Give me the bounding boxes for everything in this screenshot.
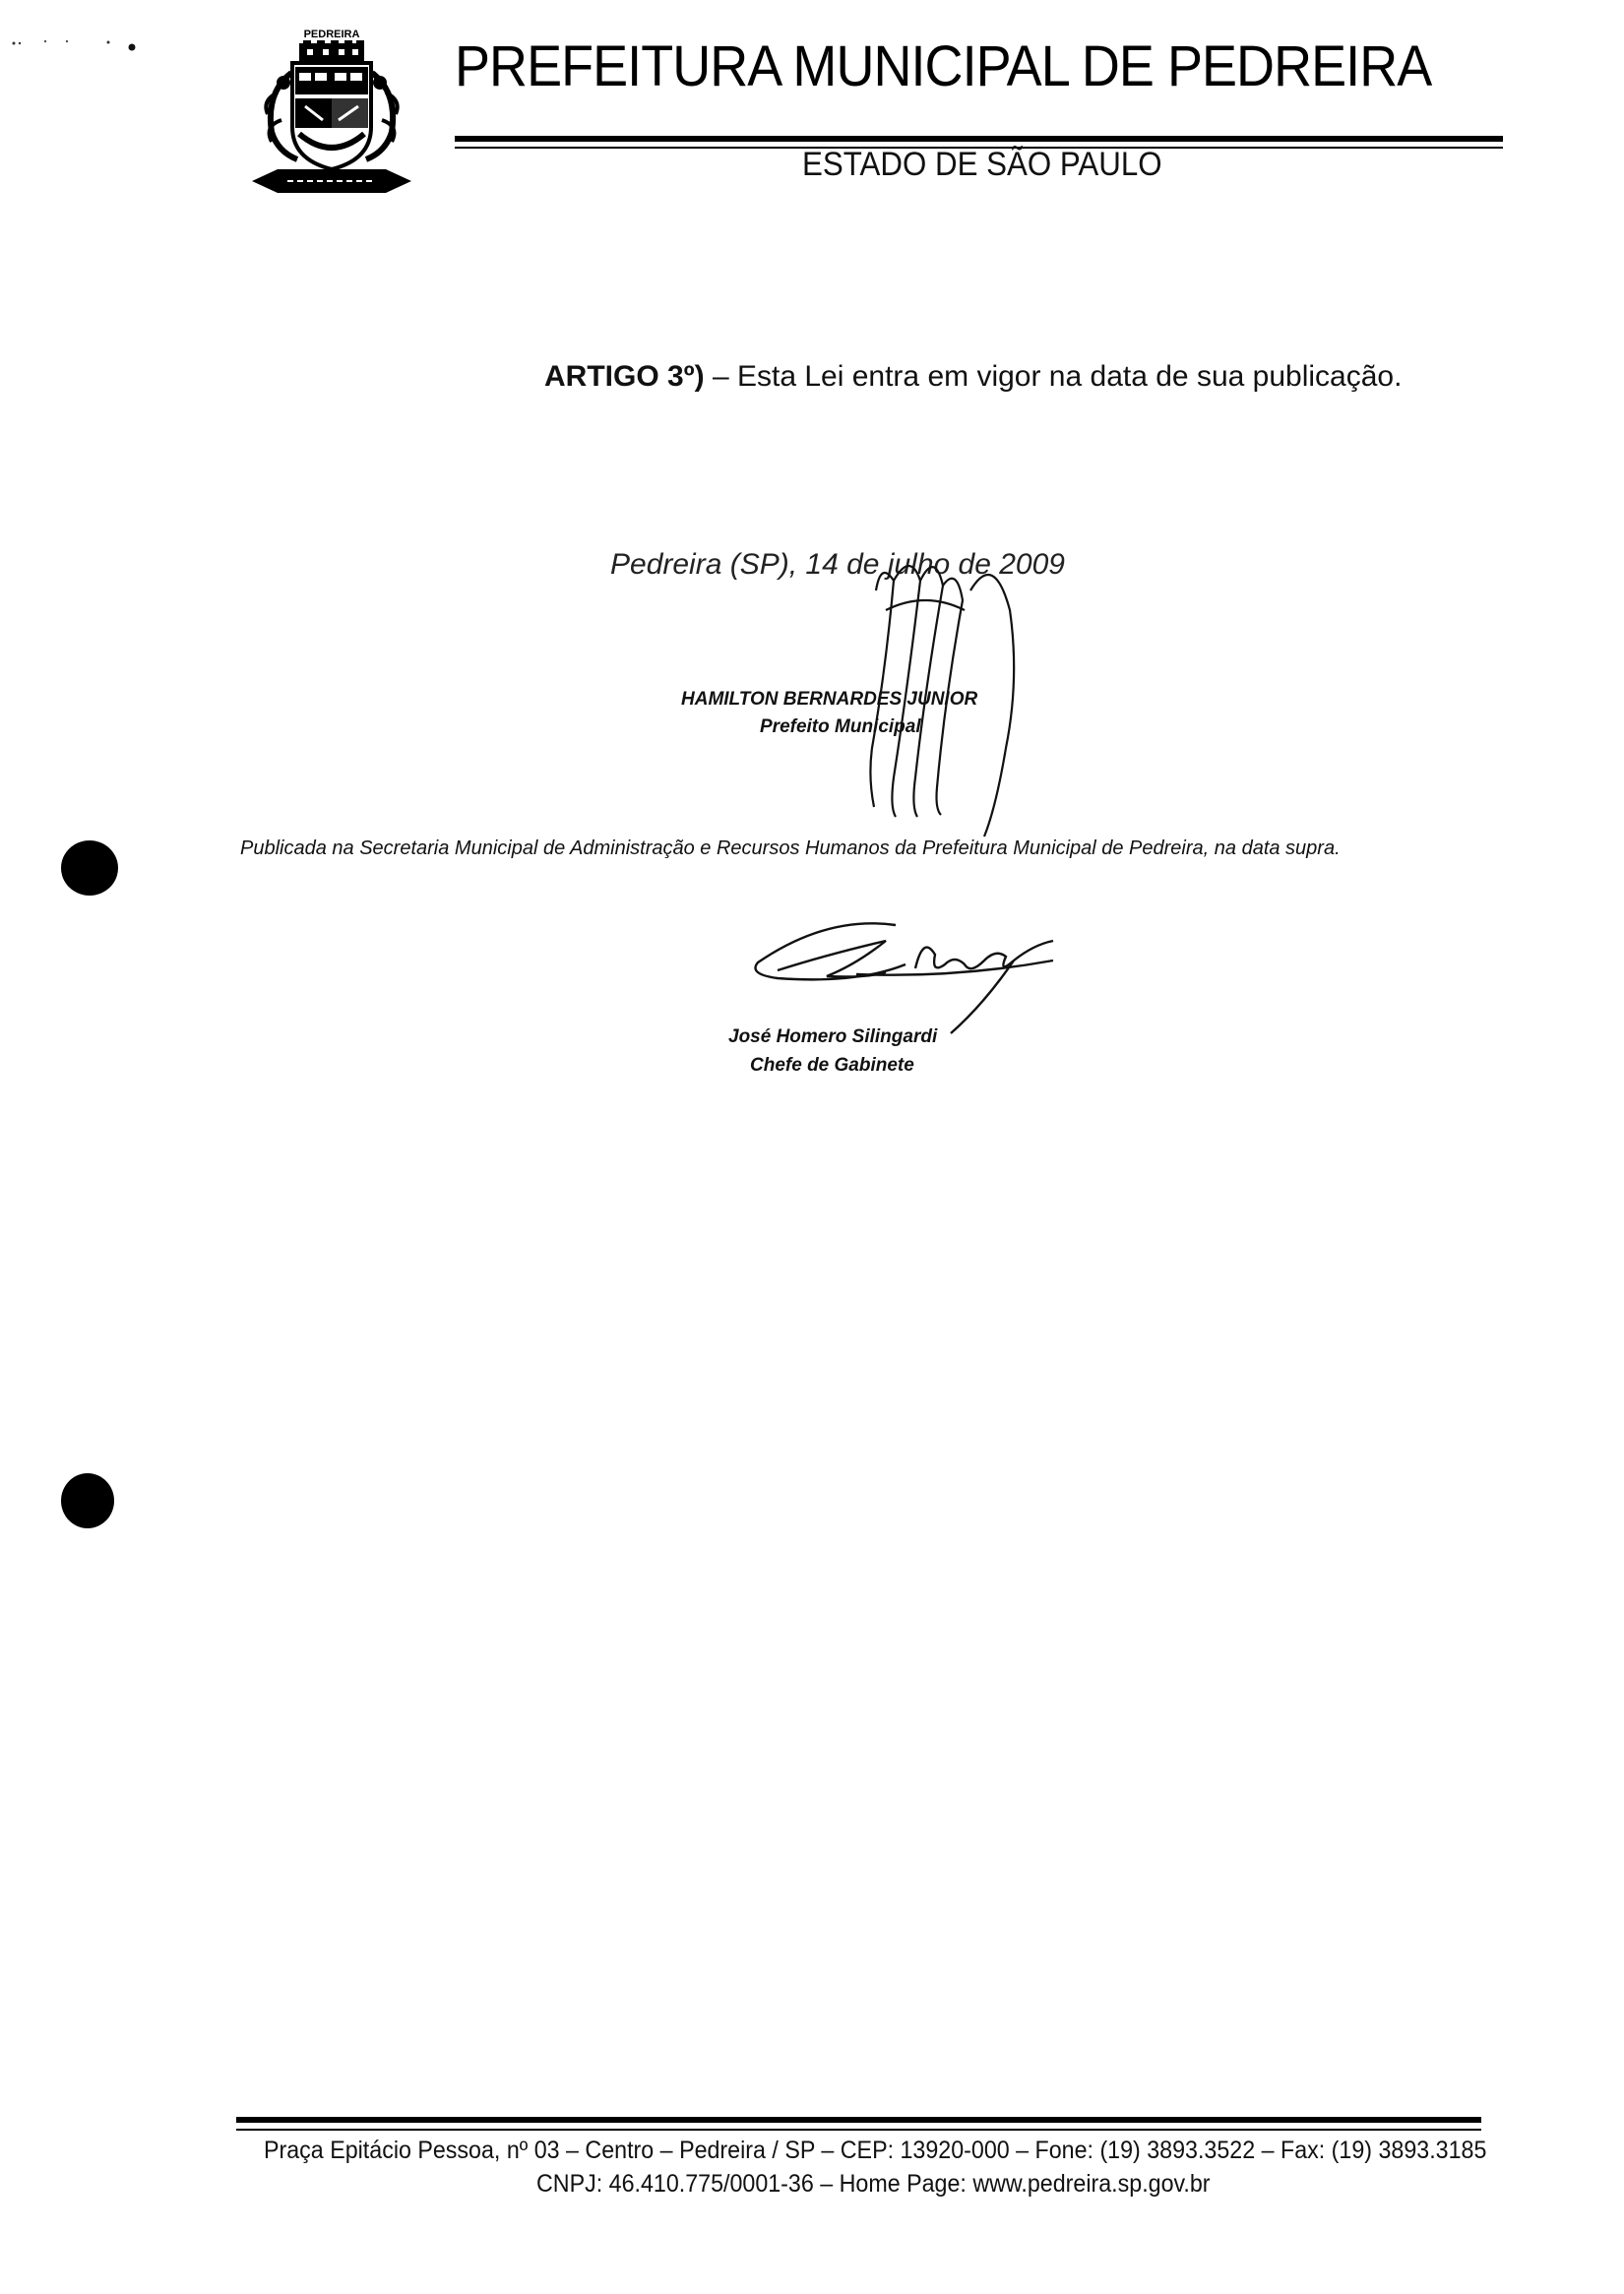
signer-name: HAMILTON BERNARDES JUNIOR (681, 689, 978, 710)
footer-contact: CNPJ: 46.410.775/0001-36 – Home Page: www.pedreira.sp.gov.br (536, 2170, 1211, 2198)
article-paragraph (544, 360, 1402, 394)
footer-divider-thin (236, 2129, 1481, 2131)
footer-address: Praça Epitácio Pessoa, nº 03 – Centro – Pedreira / SP – CEP: 13920-000 – Fone: (19) 3893.3522 – Fax: (19) 3893.3185 (264, 2137, 1487, 2164)
municipal-crest-logo (248, 24, 415, 199)
chief-role: Chefe de Gabinete (750, 1055, 914, 1076)
chief-name: José Homero Silingardi (728, 1026, 938, 1047)
binder-punch-hole (61, 840, 118, 896)
article-text: – Esta Lei entra em vigor na data de sua publicação. (704, 360, 1403, 393)
scan-speckles (8, 35, 146, 55)
page-subtitle: ESTADO DE SÃO PAULO (802, 146, 1162, 183)
crest-label: PEDREIRA (303, 29, 360, 40)
header-divider-thick (455, 136, 1503, 142)
signer-role: Prefeito Municipal (760, 716, 921, 737)
page-title: PREFEITURA MUNICIPAL DE PEDREIRA (455, 34, 1432, 98)
mayor-signature (778, 551, 1073, 846)
date-line: Pedreira (SP), 14 de julho de 2009 (610, 548, 1065, 581)
footer-divider-thick (236, 2117, 1481, 2123)
article-label: ARTIGO 3º) (544, 360, 705, 393)
chief-signature (738, 905, 1073, 1043)
binder-punch-hole (61, 1473, 114, 1528)
publication-note: Publicada na Secretaria Municipal de Administração e Recursos Humanos da Prefeitura Municipal de Pedreira, na data supra. (240, 837, 1341, 859)
